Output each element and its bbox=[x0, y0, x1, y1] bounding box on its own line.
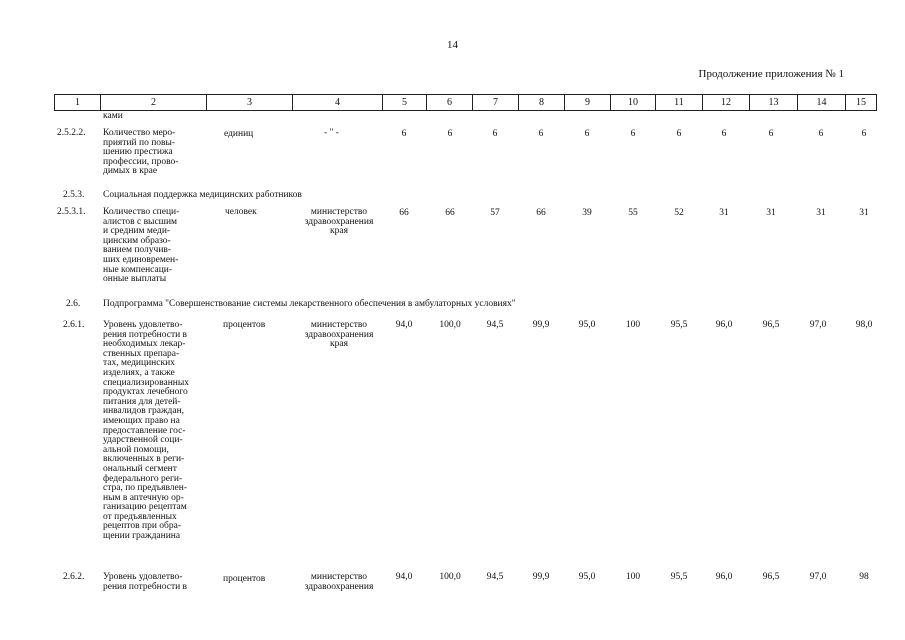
section-code: 2.5.3. bbox=[63, 190, 85, 200]
section-code: 2.6. bbox=[66, 299, 81, 309]
column-header: 2 bbox=[100, 95, 206, 110]
row-code: 2.5.2.2. bbox=[57, 128, 86, 138]
row-name: Количество меро- приятий по повы- шению престижа профессии, прово- димых в крае bbox=[103, 128, 179, 177]
value-cell: 97,0 bbox=[809, 320, 827, 330]
column-header: 7 bbox=[472, 95, 518, 110]
row-code: 2.6.1. bbox=[63, 320, 85, 330]
value-cell: 6 bbox=[768, 129, 774, 139]
value-cell: 55 bbox=[628, 208, 638, 218]
table-header-row bbox=[54, 94, 877, 111]
column-header: 6 bbox=[426, 95, 472, 110]
value-cell: 99,9 bbox=[532, 572, 550, 582]
row-unit: человек bbox=[225, 207, 257, 217]
row-unit: процентов bbox=[223, 574, 266, 584]
value-cell: 99,9 bbox=[532, 320, 550, 330]
value-cell: 96,5 bbox=[762, 320, 780, 330]
row-code: 2.5.3.1. bbox=[57, 207, 86, 217]
value-cell: 6 bbox=[861, 129, 867, 139]
row-org: - " - bbox=[324, 128, 339, 138]
value-cell: 6 bbox=[492, 129, 498, 139]
row-code: 2.6.2. bbox=[63, 572, 85, 582]
column-header: 10 bbox=[610, 95, 655, 110]
column-header: 14 bbox=[797, 95, 845, 110]
section-title: Социальная поддержка медицинских работников bbox=[103, 190, 302, 200]
value-cell: 94,5 bbox=[486, 572, 504, 582]
value-cell: 66 bbox=[536, 208, 546, 218]
row-org: министерство здравоохранения края bbox=[304, 320, 374, 350]
value-cell: 6 bbox=[818, 129, 824, 139]
column-header: 4 bbox=[292, 95, 382, 110]
value-cell: 100 bbox=[625, 572, 641, 582]
value-cell: 6 bbox=[447, 129, 453, 139]
column-header: 13 bbox=[749, 95, 797, 110]
value-cell: 6 bbox=[676, 129, 682, 139]
value-cell: 57 bbox=[490, 208, 500, 218]
row-name: Уровень удовлетво- рения потребности в bbox=[103, 572, 188, 592]
value-cell: 96,0 bbox=[715, 320, 733, 330]
value-cell: 66 bbox=[445, 208, 455, 218]
value-cell: 98 bbox=[859, 572, 869, 582]
value-cell: 95,5 bbox=[670, 572, 688, 582]
page-number: 14 bbox=[447, 39, 458, 51]
value-cell: 100,0 bbox=[439, 320, 461, 330]
column-header: 12 bbox=[702, 95, 749, 110]
value-cell: 52 bbox=[674, 208, 684, 218]
value-cell: 31 bbox=[859, 208, 869, 218]
row-name: Уровень удовлетво- рения потребности в необходимых лекар- ственных препара- тах, медицинских изделиях, а также специализированных продуктах лечебного питания для детей- инвалидов граждан, имеющих право на предоставление гос- ударственной соци- альной помощи, включенных в реги- ональный сегмент федерального реги- стра, по предъявлен- ным в аптечную ор- ганизацию рецептам от предъявленных рецептов при обра- щении гражданина bbox=[103, 320, 190, 542]
row-unit: процентов bbox=[223, 320, 266, 330]
value-cell: 31 bbox=[719, 208, 729, 218]
value-cell: 100,0 bbox=[439, 572, 461, 582]
column-header: 5 bbox=[382, 95, 426, 110]
value-cell: 6 bbox=[538, 129, 544, 139]
value-cell: 94,0 bbox=[395, 320, 413, 330]
value-cell: 95,0 bbox=[578, 320, 596, 330]
value-cell: 94,0 bbox=[395, 572, 413, 582]
value-cell: 6 bbox=[401, 129, 407, 139]
value-cell: 6 bbox=[630, 129, 636, 139]
row-org: министерство здравоохранения края bbox=[304, 207, 374, 237]
value-cell: 6 bbox=[721, 129, 727, 139]
row-name: Количество специ- алистов с высшим и средним меди- цинским образо- ванием получив- ших единовремен- ные компенсаци- онные выплаты bbox=[103, 207, 180, 285]
value-cell: 39 bbox=[582, 208, 592, 218]
value-cell: 94,5 bbox=[486, 320, 504, 330]
value-cell: 95,5 bbox=[670, 320, 688, 330]
column-header: 1 bbox=[54, 95, 100, 110]
value-cell: 98,0 bbox=[855, 320, 873, 330]
column-header: 8 bbox=[518, 95, 564, 110]
column-header: 11 bbox=[655, 95, 702, 110]
column-header: 3 bbox=[206, 95, 292, 110]
row-org: министерство здравоохранения bbox=[304, 572, 374, 592]
carry-over-text: ками bbox=[103, 111, 123, 121]
value-cell: 96,0 bbox=[715, 572, 733, 582]
column-header: 9 bbox=[564, 95, 610, 110]
column-header: 15 bbox=[845, 95, 877, 110]
value-cell: 95,0 bbox=[578, 572, 596, 582]
continuation-caption: Продолжение приложения № 1 bbox=[698, 68, 844, 80]
value-cell: 66 bbox=[399, 208, 409, 218]
row-unit: единиц bbox=[224, 129, 254, 139]
value-cell: 97,0 bbox=[809, 572, 827, 582]
value-cell: 31 bbox=[766, 208, 776, 218]
value-cell: 96,5 bbox=[762, 572, 780, 582]
value-cell: 6 bbox=[584, 129, 590, 139]
value-cell: 100 bbox=[625, 320, 641, 330]
section-title: Подпрограмма "Совершенствование системы лекарственного обеспечения в амбулаторных условиях" bbox=[103, 299, 516, 309]
value-cell: 31 bbox=[816, 208, 826, 218]
